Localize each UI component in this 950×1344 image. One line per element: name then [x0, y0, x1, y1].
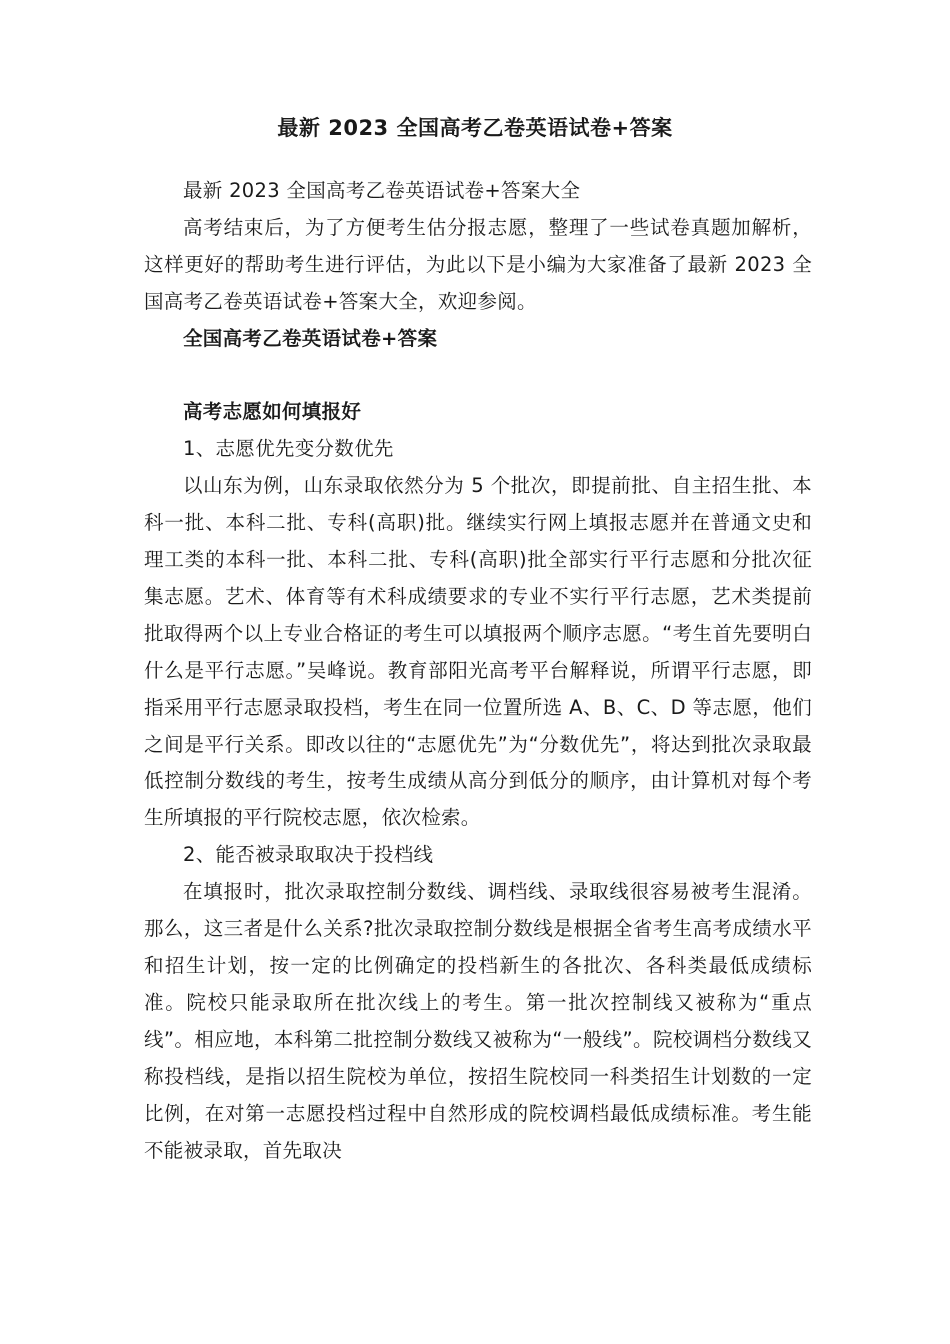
document-body [144, 173, 812, 1169]
intro-paragraph: 高考结束后，为了方便考生估分报志愿，整理了一些试卷真题加解析，这样更好的帮助考生进行评估，为此以下是小编为大家准备了最新 2023 全国高考乙卷英语试卷+答案大全，欢迎参阅。 [144, 215, 812, 313]
body-paragraph-1: 以山东为例，山东录取依然分为 5 个批次，即提前批、自主招生批、本科一批、本科二批、专科(高职)批。继续实行网上填报志愿并在普通文史和理工类的本科一批、本科二批、专科(高职)批全部实行平行志愿和分批次征集志愿。艺术、体育等有术科成绩要求的专业不实行平行志愿，艺术类提前批取得两个以上专业合格证的考生可以填报两个顺序志愿。“考生首先要明白什么是平行志愿。”吴峰说。教育部阳光高考平台解释说，所谓平行志愿，即指采用平行志愿录取投档，考生在同一位置所选 A、B、C、D 等志愿，他们之间是平行关系。即改以往的“志愿优先”为“分数优先”，将达到批次录取最低控制分数线的考生，按考生成绩从高分到低分的顺序，由计算机对每个考生所填报的平行院校志愿，依次检索。 [144, 474, 812, 830]
subheading-2: 2、能否被录取取决于投档线 [183, 843, 434, 867]
subheading-1: 1、志愿优先变分数优先 [183, 437, 394, 461]
document-title: 最新 2023 全国高考乙卷英语试卷+答案 [277, 116, 673, 140]
subtitle-paragraph: 最新 2023 全国高考乙卷英语试卷+答案大全 [183, 179, 581, 202]
blank-line [144, 358, 812, 395]
section-heading-application: 高考志愿如何填报好 [183, 400, 362, 424]
section-heading-exam: 全国高考乙卷英语试卷+答案 [183, 326, 438, 350]
body-paragraph-2: 在填报时，批次录取控制分数线、调档线、录取线很容易被考生混淆。那么，这三者是什么关系?批次录取控制分数线是根据全省考生高考成绩水平和招生计划，按一定的比例确定的投档新生的各批次、各科类最低成绩标准。院校只能录取所在批次线上的考生。第一批次控制线又被称为“重点线”。相应地，本科第二批控制分数线又被称为“一般线”。院校调档分数线又称投档线，是指以招生院校为单位，按招生院校同一科类招生计划数的一定比例，在对第一志愿投档过程中自然形成的院校调档最低成绩标准。考生能不能被录取，首先取决 [144, 880, 812, 1162]
